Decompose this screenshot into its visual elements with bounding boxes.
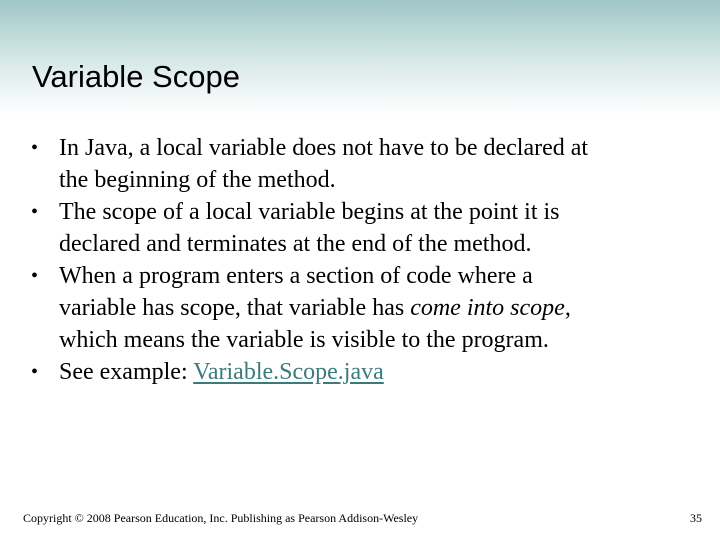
bullet-text-line [59,292,690,324]
page-number: 35 [690,511,702,525]
bullet-text-line [59,356,690,388]
bullet-text-line: declared and terminates at the end of the method. [59,231,532,257]
bullet-text-line: which means the variable is visible to the program. [59,327,549,353]
bullet-icon: • [31,265,39,287]
bullet-item [0,356,720,388]
footer-copyright: Copyright © 2008 Pearson Education, Inc. Publishing as Pearson Addison-Wesley [23,511,419,525]
bullet-item [0,132,720,196]
bullet-text-segment: , [564,295,571,321]
bullet-item [0,260,720,356]
bullet-text-segment: variable has scope, that variable has [59,295,411,321]
example-file-link[interactable]: Variable.Scope.java [193,359,384,385]
bullet-text-line: The scope of a local variable begins at the point it is [59,199,560,225]
bullet-text-line: In Java, a local variable does not have to be declared at [59,135,589,161]
bullet-text-line: When a program enters a section of code where a [59,263,533,289]
bullet-item [0,196,720,260]
bullet-icon: • [31,137,39,159]
bullet-list [0,132,720,388]
emphasized-term: come into scope [410,295,565,321]
bullet-icon: • [31,361,39,383]
slide-title: Variable Scope [32,59,240,94]
bullet-icon: • [31,201,39,223]
example-prefix: See example: [59,359,194,385]
bullet-text-line: the beginning of the method. [59,167,336,193]
